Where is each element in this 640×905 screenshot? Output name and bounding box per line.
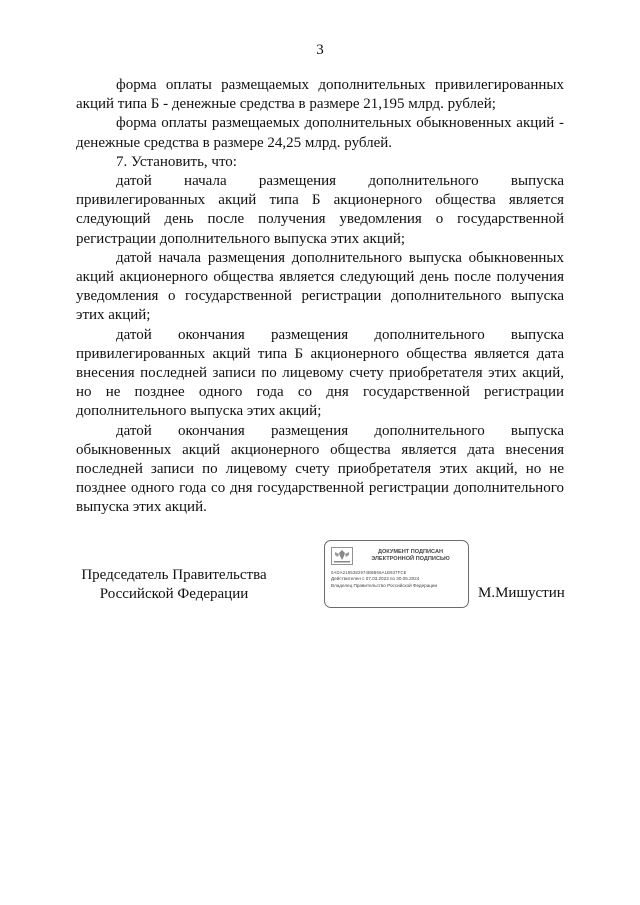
paragraph-common-payment: форма оплаты размещаемых дополнительных обыкновенных акций - денежные средства в размере 24,25 млрд. рублей. [76, 115, 564, 151]
page-number: 3 [316, 42, 324, 58]
paragraph-common-end: датой окончания размещения дополнительного выпуска обыкновенных акций акционерного общества является дата внесения последней записи по лицевому счету приобретателя этих акций, но не позднее одного года со дня государственной регистрации дополнительного выпуска этих акций. [76, 422, 564, 516]
paragraph-preferred-payment: форма оплаты размещаемых дополнительных привилегированных акций типа Б - денежные средства в размере 21,195 млрд. рублей; [76, 77, 564, 113]
stamp-title [359, 549, 462, 563]
paragraph-common-start: датой начала размещения дополнительного выпуска обыкновенных акций акционерного общества является следующий день после получения уведомления о государственной регистрации дополнительного выпуска этих акций; [76, 249, 564, 324]
signatory-title-line2: Российской Федерации [99, 586, 249, 602]
certificate-owner: Владелец Правительство Российской Федерации [331, 583, 438, 588]
signatory-title-line1: Председатель Правительства [81, 567, 267, 583]
electronic-signature-stamp [324, 540, 469, 608]
signatory-name: М.Мишустин [478, 585, 565, 601]
signatory-title [78, 566, 270, 604]
clause-7-heading: 7. Установить, что: [116, 153, 237, 170]
paragraph-preferred-end: датой окончания размещения дополнительного выпуска привилегированных акций типа Б акционерного общества является дата внесения последней записи по лицевому счету приобретателя этих акций, но не позднее одного года со дня государственной регистрации дополнительного выпуска этих акций; [76, 326, 564, 420]
document-body [76, 76, 564, 518]
stamp-title-line1: ДОКУМЕНТ ПОДПИСАН [377, 549, 444, 555]
paragraph-preferred-start: датой начала размещения дополнительного выпуска привилегированных акций типа Б акционерного общества является следующий день после получения уведомления о государственной регистрации дополнительного выпуска этих акций; [76, 173, 564, 247]
stamp-title-line2: ЭЛЕКТРОННОЙ ПОДПИСЬЮ [371, 556, 450, 562]
certificate-serial: 0ADA2195382974B6B66A1B937FCE [331, 570, 407, 575]
coat-of-arms-icon [331, 547, 353, 565]
certificate-validity: Действителен с 07.03.2023 по 30.05.2024 [331, 576, 420, 581]
